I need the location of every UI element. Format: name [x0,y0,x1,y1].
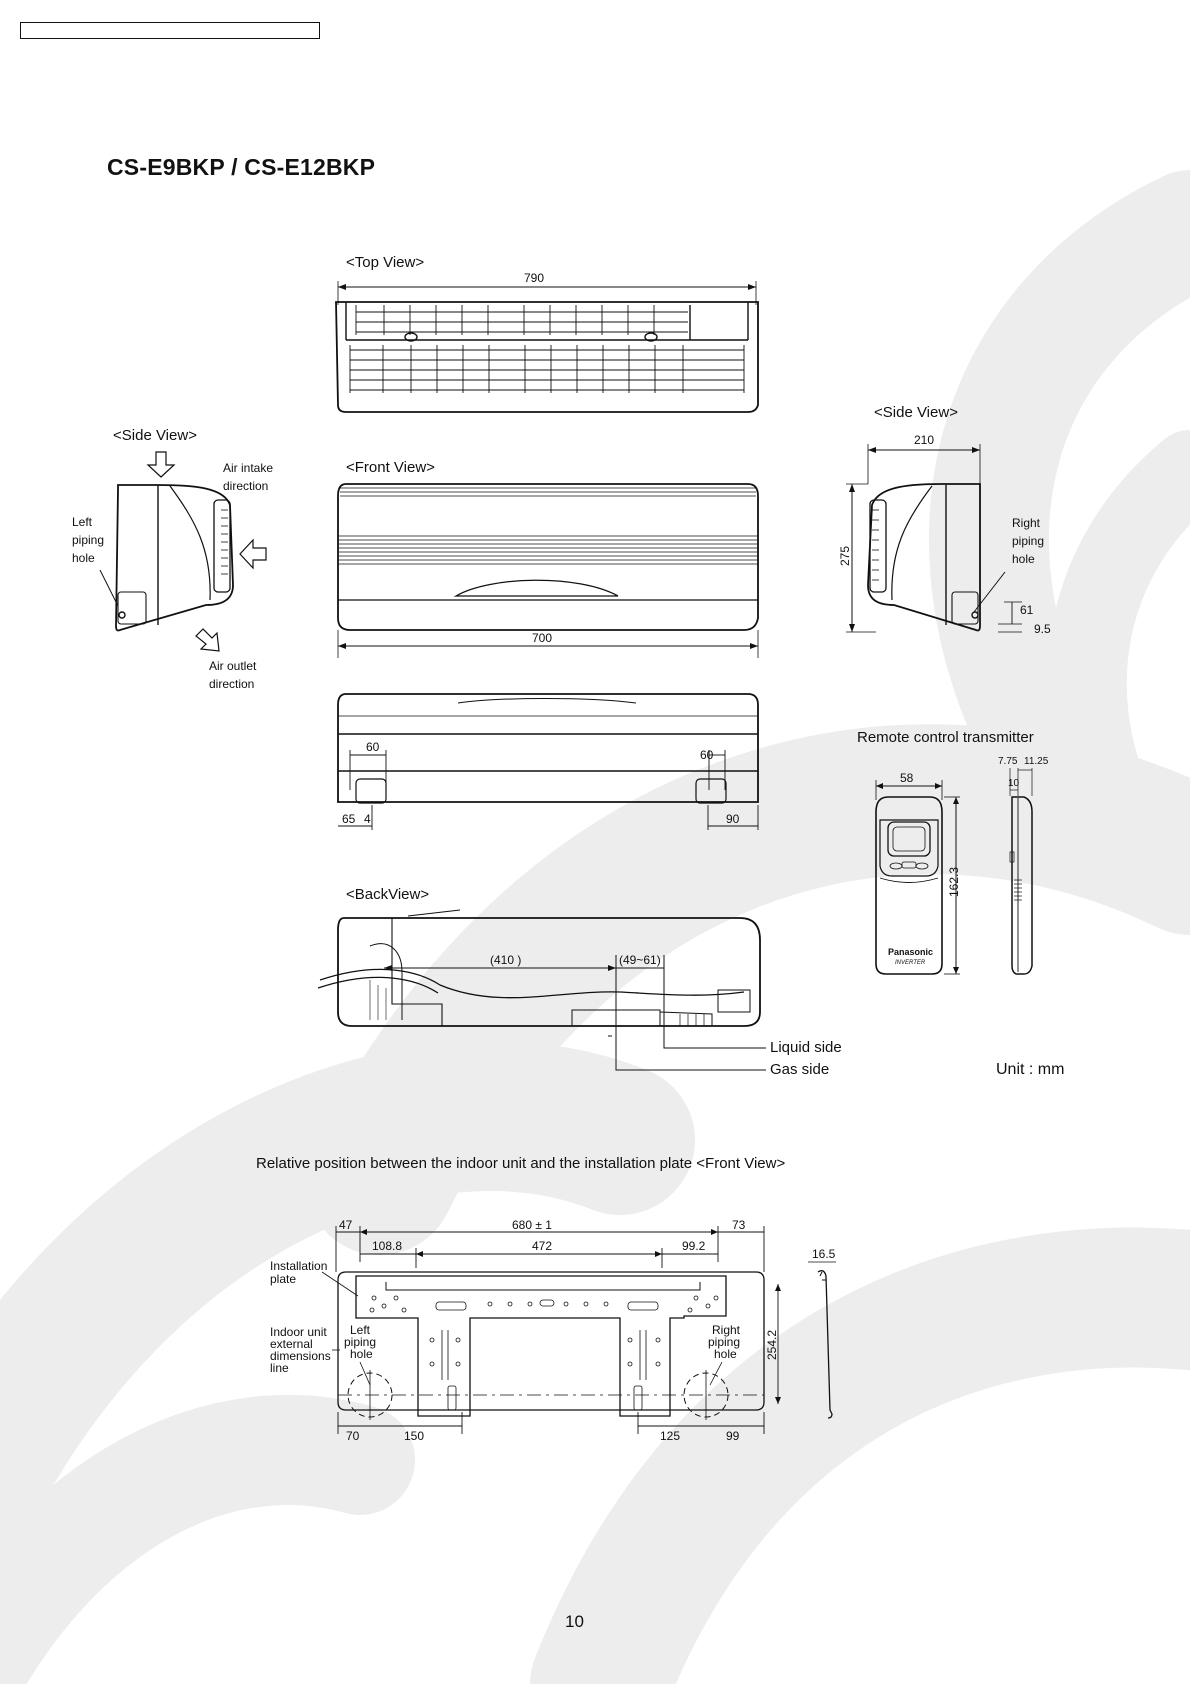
bottom-right-60-dim: 60 [700,748,714,762]
bottom-left-65-dim: 65 [342,812,356,826]
side-view-left [72,427,273,691]
indoor-unit-label-4: line [270,1361,289,1375]
left-piping-hole-label-1: Left [72,515,93,529]
side-height-dim: 275 [838,545,852,566]
indoor-unit-label-1: Indoor unit [270,1325,327,1339]
remote-depth-a-dim: 7.75 [998,756,1018,767]
installation-plate-label-2: plate [270,1272,297,1286]
indoor-unit-label-3: dimensions [270,1349,331,1363]
air-intake-label-1: Air intake [223,461,274,475]
install-right-73-dim: 73 [732,1218,746,1232]
indoor-unit-label-2: external [270,1337,313,1351]
liquid-side-label: Liquid side [770,1039,842,1056]
air-side-arrow-icon [240,540,266,568]
install-left-47-dim: 47 [339,1218,353,1232]
air-outlet-arrow-icon [196,629,219,651]
side-view-right-label: <Side View> [874,404,958,421]
install-inner-mid-dim: 472 [532,1239,553,1253]
unit-label: Unit : mm [996,1061,1065,1078]
install-bracket-depth-dim: 16.5 [812,1247,836,1261]
air-outlet-label-1: Air outlet [209,659,257,673]
front-view [338,459,758,658]
install-inner-right-dim: 99.2 [682,1239,706,1253]
install-right-hole-label-2: piping [708,1335,741,1349]
remote-title: Remote control transmitter [857,729,1034,746]
install-right-hole-label-1: Right [712,1323,741,1337]
remote-depth-c-dim: 10 [1008,778,1020,789]
back-view [318,886,842,1078]
install-left-hole-label-1: Left [350,1323,371,1337]
top-view [336,254,758,412]
left-piping-hole-label-3: hole [72,551,95,565]
right-piping-hole-label-3: hole [1012,552,1035,566]
install-bottom-99-dim: 99 [726,1429,740,1443]
install-height-dim: 254.2 [765,1329,779,1360]
install-bottom-125-dim: 125 [660,1429,681,1443]
left-piping-hole-label-2: piping [72,533,105,547]
right-piping-hole-label-2: piping [1012,534,1045,548]
back-410-dim: (410 ) [490,953,522,967]
page-title: CS-E9BKP / CS-E12BKP [107,154,376,180]
remote-height-dim: 162.3 [947,866,961,897]
top-width-dim: 790 [524,271,545,285]
air-intake-arrow-icon [148,452,174,477]
remote-depth-b-dim: 11.25 [1024,756,1049,767]
back-view-label: <BackView> [346,886,430,903]
bottom-left-60-dim: 60 [366,740,380,754]
install-left-hole-label-2: piping [344,1335,377,1349]
gas-side-label: Gas side [770,1061,830,1078]
install-left-hole-label-3: hole [350,1347,373,1361]
side-view-right [838,404,1051,636]
bottom-right-90-dim: 90 [726,812,740,826]
install-right-hole-label-3: hole [714,1347,737,1361]
front-width-dim: 700 [532,631,553,645]
side-pipe-height-dim: 61 [1020,603,1034,617]
remote-sub-brand: INVERTER [895,960,926,966]
install-bottom-150-dim: 150 [404,1429,425,1443]
bottom-left-4-dim: 4 [364,812,371,826]
install-bottom-70-dim: 70 [346,1429,360,1443]
installation-plate-view [256,1155,836,1443]
install-span-dim: 680 ± 1 [512,1218,552,1232]
back-49-61-dim: (49~61) [619,953,661,967]
page-number: 10 [565,1612,584,1631]
side-depth-dim: 210 [914,433,935,447]
remote-brand: Panasonic [888,947,934,957]
side-view-left-label: <Side View> [113,427,197,444]
top-view-label: <Top View> [346,254,425,271]
installation-plate-label-1: Installation [270,1259,328,1273]
side-pipe-offset-dim: 9.5 [1034,622,1051,636]
air-intake-label-2: direction [223,479,269,493]
installation-title: Relative position between the indoor unit and the installation plate <Front View> [256,1155,786,1172]
install-inner-left-dim: 108.8 [372,1239,403,1253]
bottom-view [338,694,758,830]
right-piping-hole-label-1: Right [1012,516,1041,530]
remote-width-dim: 58 [900,771,914,785]
remote-control [857,729,1064,1078]
air-outlet-label-2: direction [209,677,255,691]
front-view-label: <Front View> [346,459,435,476]
